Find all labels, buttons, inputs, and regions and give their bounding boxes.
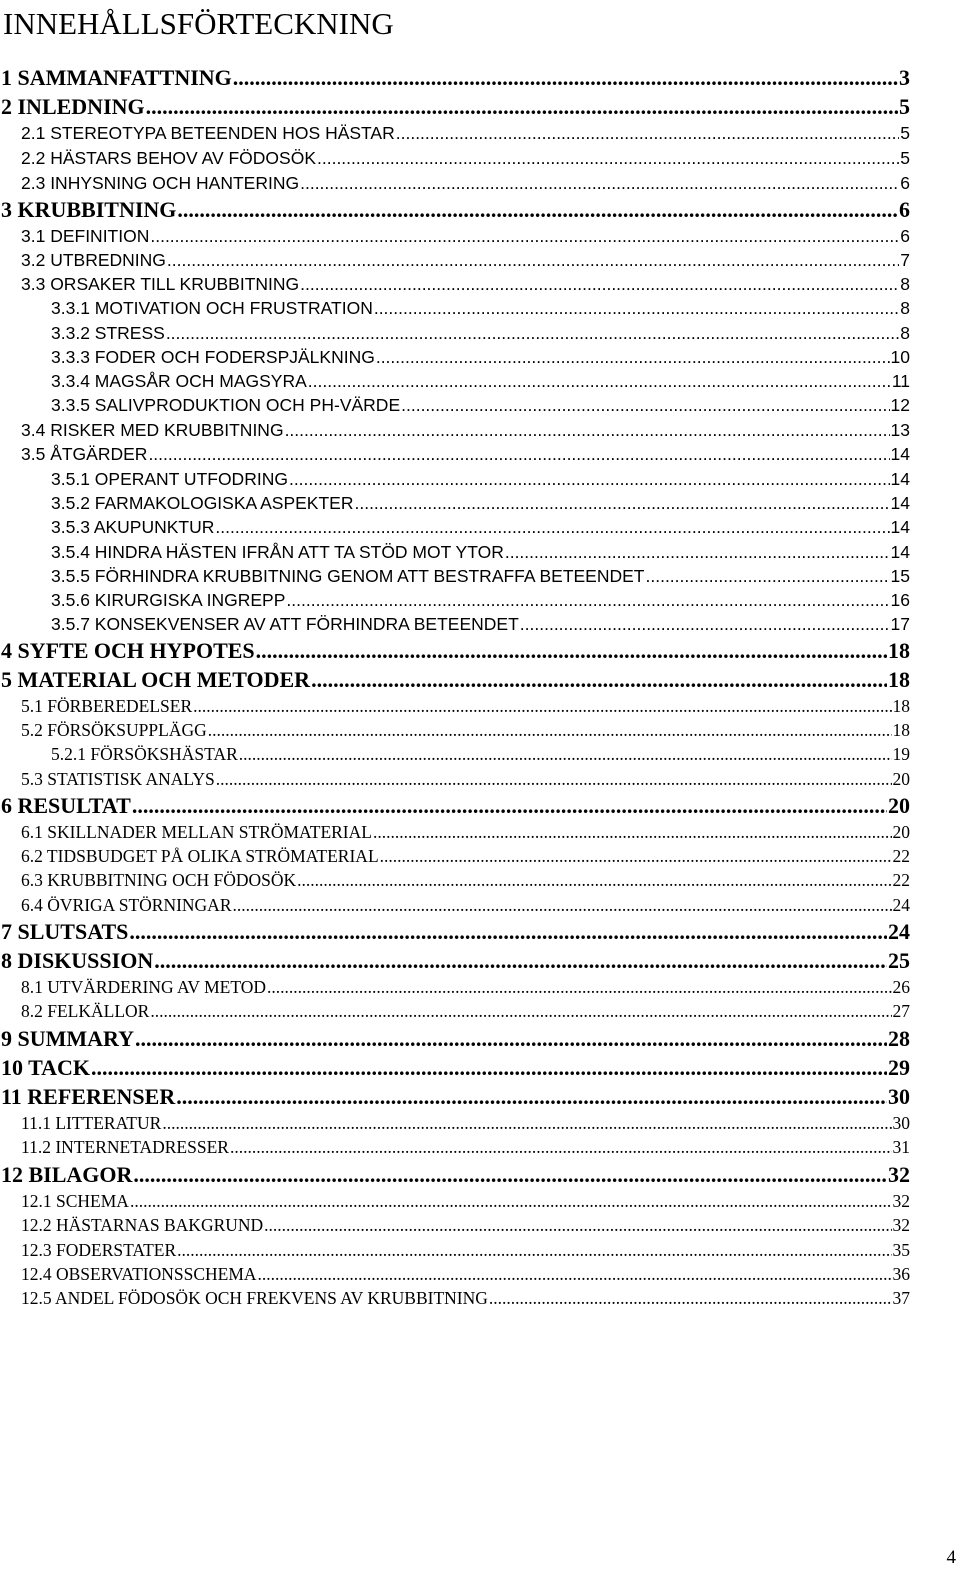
toc-entry-page: 26	[892, 977, 910, 997]
toc-entry-label: 3.5.3 AKUPUNKTUR	[51, 517, 215, 537]
toc-entry-page: 13	[890, 420, 910, 440]
toc-entry-page: 30	[892, 1113, 910, 1133]
toc-entry-page: 20	[892, 769, 910, 789]
dot-leader	[91, 1054, 887, 1082]
toc-entry-page: 31	[892, 1137, 910, 1157]
toc-entry-12-5[interactable]	[21, 1286, 910, 1310]
toc-entry-3-4[interactable]	[21, 418, 910, 442]
toc-entry-label: 6.3 KRUBBITNING OCH FÖDOSÖK	[21, 870, 297, 890]
toc-entry-2-1[interactable]	[21, 121, 910, 145]
toc-entry-label: 6.1 SKILLNADER MELLAN STRÖMATERIAL	[21, 822, 372, 842]
toc-entry-page: 14	[890, 517, 910, 537]
toc-entry-label: 3.5.5 FÖRHINDRA KRUBBITNING GENOM ATT BESTRAFFA BETEENDET	[51, 566, 645, 586]
dot-leader	[300, 272, 899, 296]
toc-entry-3-3-1[interactable]	[51, 296, 910, 320]
toc-entry-12-3[interactable]	[21, 1238, 910, 1262]
dot-leader	[208, 718, 892, 742]
toc-entry-3-5-4[interactable]	[51, 540, 910, 564]
toc-entry-3-5-1[interactable]	[51, 467, 910, 491]
dot-leader	[317, 146, 899, 170]
dot-leader	[401, 393, 889, 417]
toc-entry-page: 30	[888, 1084, 910, 1109]
toc-entry-label: 2.2 HÄSTARS BEHOV AV FÖDOSÖK	[21, 148, 316, 168]
dot-leader	[505, 540, 890, 564]
toc-entry-page: 14	[890, 469, 910, 489]
toc-entry-8-diskussion[interactable]	[1, 947, 910, 975]
dot-leader	[150, 999, 891, 1023]
dot-leader	[286, 588, 889, 612]
toc-entry-page: 29	[888, 1055, 910, 1080]
toc-entry-label: 5 MATERIAL OCH METODER	[1, 667, 311, 692]
toc-entry-page: 32	[888, 1162, 910, 1187]
toc-entry-3-3-3[interactable]	[51, 345, 910, 369]
dot-leader	[233, 893, 892, 917]
toc-entry-page: 36	[892, 1264, 910, 1284]
toc-entry-label: 4 SYFTE OCH HYPOTES	[1, 638, 255, 663]
toc-entry-label: 12.1 SCHEMA	[21, 1191, 129, 1211]
toc-entry-6-3[interactable]	[21, 868, 910, 892]
dot-leader	[300, 171, 899, 195]
dot-leader	[166, 321, 899, 345]
toc-entry-1-sammanfattning[interactable]	[1, 64, 910, 92]
page-title: INNEHÅLLSFÖRTECKNING	[3, 6, 394, 41]
toc-entry-label: 3.3.2 STRESS	[51, 323, 165, 343]
toc-entry-page: 12	[890, 395, 910, 415]
toc-entry-label: 11 REFERENSER	[1, 1084, 176, 1109]
dot-leader	[489, 1286, 892, 1310]
dot-leader	[193, 694, 891, 718]
toc-entry-page: 7	[900, 250, 910, 270]
dot-leader	[146, 93, 898, 121]
toc-entry-12-2[interactable]	[21, 1213, 910, 1237]
dot-leader	[233, 64, 898, 92]
dot-leader	[373, 820, 892, 844]
toc-entry-6-2[interactable]	[21, 844, 910, 868]
toc-entry-page: 5	[899, 94, 910, 119]
toc-entry-label: 11.2 INTERNETADRESSER	[21, 1137, 229, 1157]
dot-leader	[396, 121, 900, 145]
toc-entry-label: 6.4 ÖVRIGA STÖRNINGAR	[21, 895, 232, 915]
dot-leader	[311, 666, 887, 694]
toc-entry-page: 5	[900, 148, 910, 168]
toc-entry-label: 2.3 INHYSNING OCH HANTERING	[21, 173, 300, 193]
dot-leader	[150, 224, 899, 248]
dot-leader	[380, 844, 892, 868]
toc-entry-3-3-2[interactable]	[51, 321, 910, 345]
dot-leader	[374, 296, 899, 320]
toc-entry-label: 5.2 FÖRSÖKSUPPLÄGG	[21, 720, 207, 740]
dot-leader	[177, 196, 898, 224]
toc-entry-page: 22	[892, 846, 910, 866]
toc-entry-page: 37	[892, 1288, 910, 1308]
toc-entry-page: 8	[900, 274, 910, 294]
dot-leader	[132, 792, 887, 820]
toc-entry-label: 3.3.3 FODER OCH FODERSPJÄLKNING	[51, 347, 375, 367]
toc-entry-label: 3.3.5 SALIVPRODUKTION OCH PH-VÄRDE	[51, 395, 401, 415]
toc-entry-page: 14	[890, 493, 910, 513]
toc-entry-page: 6	[900, 226, 910, 246]
toc-entry-10-tack[interactable]	[1, 1054, 910, 1082]
toc-entry-3-3-5[interactable]	[51, 393, 910, 417]
toc-entry-page: 19	[892, 744, 910, 764]
toc-entry-page: 14	[890, 444, 910, 464]
toc-entry-11-referenser[interactable]	[1, 1083, 910, 1111]
toc-entry-label: 3.5.7 KONSEKVENSER AV ATT FÖRHINDRA BETEENDET	[51, 614, 519, 634]
toc-entry-3-5-5[interactable]	[51, 564, 910, 588]
dot-leader	[258, 1262, 892, 1286]
toc-entry-page: 18	[892, 696, 910, 716]
toc-entry-label: 12.2 HÄSTARNAS BAKGRUND	[21, 1215, 264, 1235]
toc-entry-label: 2 INLEDNING	[1, 94, 145, 119]
toc-entry-3-5[interactable]	[21, 442, 910, 466]
toc-entry-label: 5.1 FÖRBEREDELSER	[21, 696, 193, 716]
dot-leader	[148, 442, 889, 466]
toc-entry-5-2-1[interactable]	[51, 742, 910, 766]
dot-leader	[285, 418, 890, 442]
toc-entry-page: 11	[891, 371, 910, 391]
toc-entry-page: 24	[892, 895, 910, 915]
toc-entry-8-1[interactable]	[21, 975, 910, 999]
toc-entry-2-2[interactable]	[21, 146, 910, 170]
toc-entry-3-3[interactable]	[21, 272, 910, 296]
toc-entry-label: 3.5.1 OPERANT UTFODRING	[51, 469, 288, 489]
toc-entry-page: 32	[892, 1191, 910, 1211]
dot-leader	[215, 515, 889, 539]
toc-entry-4-syfte-och-hypotes[interactable]	[1, 637, 910, 665]
dot-leader	[354, 491, 889, 515]
toc-entry-page: 15	[890, 566, 910, 586]
toc-entry-page: 6	[899, 197, 910, 222]
toc-entry-label: 12.3 FODERSTATER	[21, 1240, 177, 1260]
toc-entry-page: 22	[892, 870, 910, 890]
toc-entry-3-2[interactable]	[21, 248, 910, 272]
toc-entry-page: 5	[900, 123, 910, 143]
dot-leader	[135, 1025, 887, 1053]
toc-entry-label: 3.5.6 KIRURGISKA INGREPP	[51, 590, 286, 610]
toc-entry-page: 10	[890, 347, 910, 367]
toc-entry-6-4[interactable]	[21, 893, 910, 917]
toc-entry-label: 5.3 STATISTISK ANALYS	[21, 769, 215, 789]
dot-leader	[129, 918, 887, 946]
toc-entry-3-5-7[interactable]	[51, 612, 910, 636]
toc-entry-page: 18	[888, 667, 910, 692]
dot-leader	[239, 742, 892, 766]
toc-entry-12-4[interactable]	[21, 1262, 910, 1286]
toc-entry-3-5-2[interactable]	[51, 491, 910, 515]
dot-leader	[230, 1135, 892, 1159]
toc-entry-page: 16	[890, 590, 910, 610]
dot-leader	[520, 612, 890, 636]
toc-entry-label: 3 KRUBBITNING	[1, 197, 177, 222]
dot-leader	[130, 1189, 892, 1213]
toc-entry-label: 10 TACK	[1, 1055, 91, 1080]
toc-entry-label: 7 SLUTSATS	[1, 919, 129, 944]
dot-leader	[176, 1083, 887, 1111]
toc-entry-page: 32	[892, 1215, 910, 1235]
toc-entry-page: 18	[888, 638, 910, 663]
toc-entry-label: 11.1 LITTERATUR	[21, 1113, 162, 1133]
toc-entry-label: 5.2.1 FÖRSÖKSHÄSTAR	[51, 744, 238, 764]
dot-leader	[646, 564, 890, 588]
toc-entry-label: 8.1 UTVÄRDERING AV METOD	[21, 977, 267, 997]
toc-entry-12-bilagor[interactable]	[1, 1161, 910, 1189]
toc-entry-page: 35	[892, 1240, 910, 1260]
toc-entry-3-3-4[interactable]	[51, 369, 910, 393]
dot-leader	[376, 345, 890, 369]
toc-entry-page: 25	[888, 948, 910, 973]
toc-entry-11-1[interactable]	[21, 1111, 910, 1135]
toc-entry-2-inledning[interactable]	[1, 93, 910, 121]
toc-entry-6-resultat[interactable]	[1, 792, 910, 820]
dot-leader	[308, 369, 891, 393]
toc-entry-page: 20	[892, 822, 910, 842]
toc-entry-6-1[interactable]	[21, 820, 910, 844]
dot-leader	[177, 1238, 891, 1262]
dot-leader	[264, 1213, 891, 1237]
toc-entry-label: 12 BILAGOR	[1, 1162, 133, 1187]
toc-entry-label: 3.3.4 MAGSÅR OCH MAGSYRA	[51, 371, 307, 391]
toc-entry-label: 3.1 DEFINITION	[21, 226, 150, 246]
page-number: 4	[946, 1547, 956, 1568]
toc-entry-label: 3.2 UTBREDNING	[21, 250, 166, 270]
toc-entry-label: 3.5.2 FARMAKOLOGISKA ASPEKTER	[51, 493, 354, 513]
toc-entry-5-3[interactable]	[21, 767, 910, 791]
toc-entry-5-material-och-metoder[interactable]	[1, 666, 910, 694]
toc-entry-2-3[interactable]	[21, 171, 910, 195]
toc-entry-3-5-3[interactable]	[51, 515, 910, 539]
dot-leader	[154, 947, 887, 975]
toc-entry-page: 20	[888, 793, 910, 818]
toc-entry-label: 8 DISKUSSION	[1, 948, 154, 973]
toc-entry-page: 18	[892, 720, 910, 740]
dot-leader	[216, 767, 892, 791]
toc-entry-page: 3	[899, 65, 910, 90]
toc-entry-label: 3.5.4 HINDRA HÄSTEN IFRÅN ATT TA STÖD MOT YTOR	[51, 542, 504, 562]
toc-entry-9-summary[interactable]	[1, 1025, 910, 1053]
toc-entry-5-2[interactable]	[21, 718, 910, 742]
toc-entry-page: 14	[890, 542, 910, 562]
dot-leader	[162, 1111, 891, 1135]
toc-entry-label: 6.2 TIDSBUDGET PÅ OLIKA STRÖMATERIAL	[21, 846, 379, 866]
dot-leader	[256, 637, 887, 665]
toc-entry-8-2[interactable]	[21, 999, 910, 1023]
toc-entry-label: 3.3.1 MOTIVATION OCH FRUSTRATION	[51, 298, 373, 318]
toc-entry-page: 8	[900, 298, 910, 318]
toc-entry-7-slutsats[interactable]	[1, 918, 910, 946]
toc-entry-3-krubbitning[interactable]	[1, 196, 910, 224]
dot-leader	[289, 467, 890, 491]
toc-entry-label: 12.4 OBSERVATIONSSCHEMA	[21, 1264, 257, 1284]
toc-entry-3-5-6[interactable]	[51, 588, 910, 612]
toc-entry-label: 1 SAMMANFATTNING	[1, 65, 232, 90]
toc-entry-page: 17	[890, 614, 910, 634]
toc-entry-page: 28	[888, 1026, 910, 1051]
toc-entry-page: 24	[888, 919, 910, 944]
toc-entry-page: 27	[892, 1001, 910, 1021]
toc-entry-5-1[interactable]	[21, 694, 910, 718]
dot-leader	[297, 868, 891, 892]
dot-leader	[267, 975, 891, 999]
toc-entry-label: 6 RESULTAT	[1, 793, 131, 818]
toc-entry-page: 6	[900, 173, 910, 193]
toc-entry-label: 3.5 ÅTGÄRDER	[21, 444, 148, 464]
toc-entry-label: 3.3 ORSAKER TILL KRUBBITNING	[21, 274, 300, 294]
toc-entry-11-2[interactable]	[21, 1135, 910, 1159]
toc-entry-12-1[interactable]	[21, 1189, 910, 1213]
toc-entry-label: 9 SUMMARY	[1, 1026, 135, 1051]
toc-entry-page: 8	[900, 323, 910, 343]
dot-leader	[133, 1161, 887, 1189]
dot-leader	[167, 248, 899, 272]
toc-entry-3-1[interactable]	[21, 224, 910, 248]
toc-entry-label: 3.4 RISKER MED KRUBBITNING	[21, 420, 284, 440]
toc-entry-label: 2.1 STEREOTYPA BETEENDEN HOS HÄSTAR	[21, 123, 395, 143]
toc-entry-label: 8.2 FELKÄLLOR	[21, 1001, 150, 1021]
toc-entry-label: 12.5 ANDEL FÖDOSÖK OCH FREKVENS AV KRUBBITNING	[21, 1288, 488, 1308]
